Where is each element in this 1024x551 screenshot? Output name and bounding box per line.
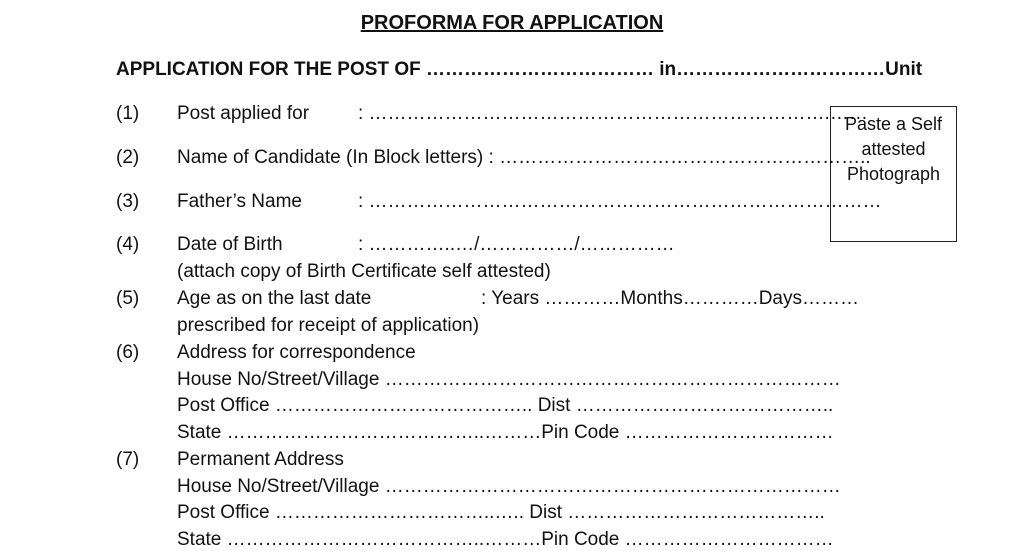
item-number-7: (7) [116, 449, 140, 470]
post-applied-field: : ……………………………………………………………….…… [358, 103, 868, 124]
dob-field: : …………..…/……………/…………… [358, 234, 675, 255]
perm-house-line: House No/Street/Village ……………………………………………………………… [177, 476, 841, 497]
perm-post-office-line: Post Office ……………………………..….. Dist ………………………………….. [177, 502, 825, 523]
perm-state-line: State …………………………………..………Pin Code …………………………… [177, 529, 834, 550]
age-label: Age as on the last date [177, 288, 372, 309]
photo-label-line3: Photograph [846, 164, 941, 184]
candidate-name-line: Name of Candidate (In Block letters) : ………………………………………………….. [177, 147, 871, 168]
dob-label: Date of Birth [177, 234, 283, 255]
father-name-field: : ……………………………………………………………………… [358, 191, 882, 212]
post-of-line: APPLICATION FOR THE POST OF ……………………………… in……………………………Unit [116, 59, 923, 80]
post-applied-label: Post applied for [177, 103, 310, 124]
age-note: prescribed for receipt of application) [177, 315, 480, 336]
corr-post-office-line: Post Office ………………………………….. Dist ………………………………….. [177, 395, 834, 416]
photo-label-line2: attested [861, 139, 926, 159]
age-field: : Years …………Months…………Days……… [481, 288, 859, 309]
correspondence-address-label: Address for correspondence [177, 342, 416, 363]
photo-placeholder-box [830, 106, 957, 242]
father-name-label: Father’s Name [177, 191, 302, 212]
item-number-6: (6) [116, 342, 140, 363]
corr-state-line: State …………………………………..………Pin Code …………………………… [177, 422, 834, 443]
item-number-3: (3) [116, 191, 140, 212]
corr-house-line: House No/Street/Village ……………………………………………………………… [177, 369, 841, 390]
dob-note: (attach copy of Birth Certificate self attested) [177, 261, 551, 282]
item-number-5: (5) [116, 288, 140, 309]
permanent-address-label: Permanent Address [177, 449, 344, 470]
photo-label-line1: Paste a Self [844, 114, 943, 134]
item-number-2: (2) [116, 147, 140, 168]
item-number-1: (1) [116, 103, 140, 124]
page-title: PROFORMA FOR APPLICATION [360, 12, 664, 34]
item-number-4: (4) [116, 234, 140, 255]
